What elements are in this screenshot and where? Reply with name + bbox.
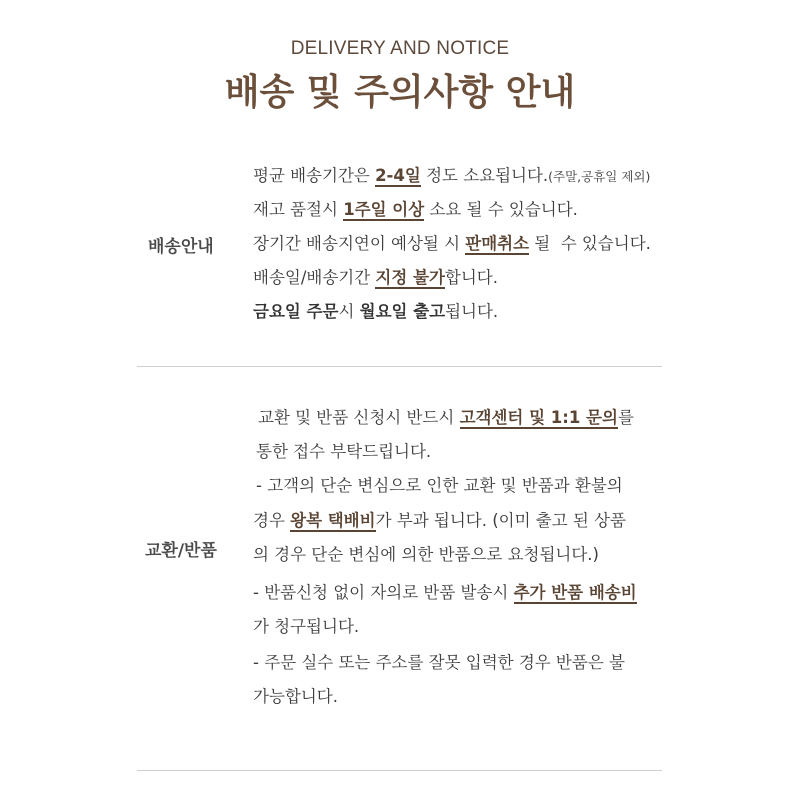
returns-line-1: 교환 및 반품 신청시 반드시 고객센터 및 1:1 문의를 — [258, 408, 634, 427]
eyebrow-title: DELIVERY AND NOTICE — [290, 38, 510, 59]
returns-line-3: - 고객의 단순 변심으로 인한 교환 및 반품과 환불의 — [256, 476, 623, 495]
returns-line-5: 의 경우 단순 변심에 의한 반품으로 요청됩니다.) — [253, 545, 599, 564]
shipping-line-1: 평균 배송기간은 2-4일 정도 소요됩니다.(주말,공휴일 제외) — [253, 166, 651, 185]
shipping-line-2: 재고 품절시 1주일 이상 소요 될 수 있습니다. — [253, 200, 578, 219]
returns-line-4: 경우 왕복 택배비가 부과 됩니다. (이미 출고 된 상품 — [253, 511, 626, 530]
shipping-line-4: 배송일/배송기간 지정 불가합니다. — [253, 268, 498, 287]
page-title: 배송 및 주의사항 안내 — [224, 71, 576, 113]
returns-line-2: 통한 접수 부탁드립니다. — [256, 442, 432, 461]
returns-line-9: 가능합니다. — [253, 687, 338, 706]
shipping-line-5: 금요일 주문시 월요일 출고됩니다. — [253, 302, 499, 321]
returns-label: 교환/반품 — [145, 541, 217, 561]
shipping-line-3: 장기간 배송지연이 예상될 시 판매취소 될 수 있습니다. — [253, 234, 651, 253]
section-divider-2 — [137, 770, 662, 771]
returns-line-7: 가 청구됩니다. — [253, 617, 360, 636]
returns-line-6: - 반품신청 없이 자의로 반품 발송시 추가 반품 배송비 — [253, 583, 637, 602]
shipping-label: 배송안내 — [148, 237, 214, 257]
section-divider-1 — [137, 366, 662, 367]
returns-line-8: - 주문 실수 또는 주소를 잘못 입력한 경우 반품은 불 — [253, 653, 625, 672]
